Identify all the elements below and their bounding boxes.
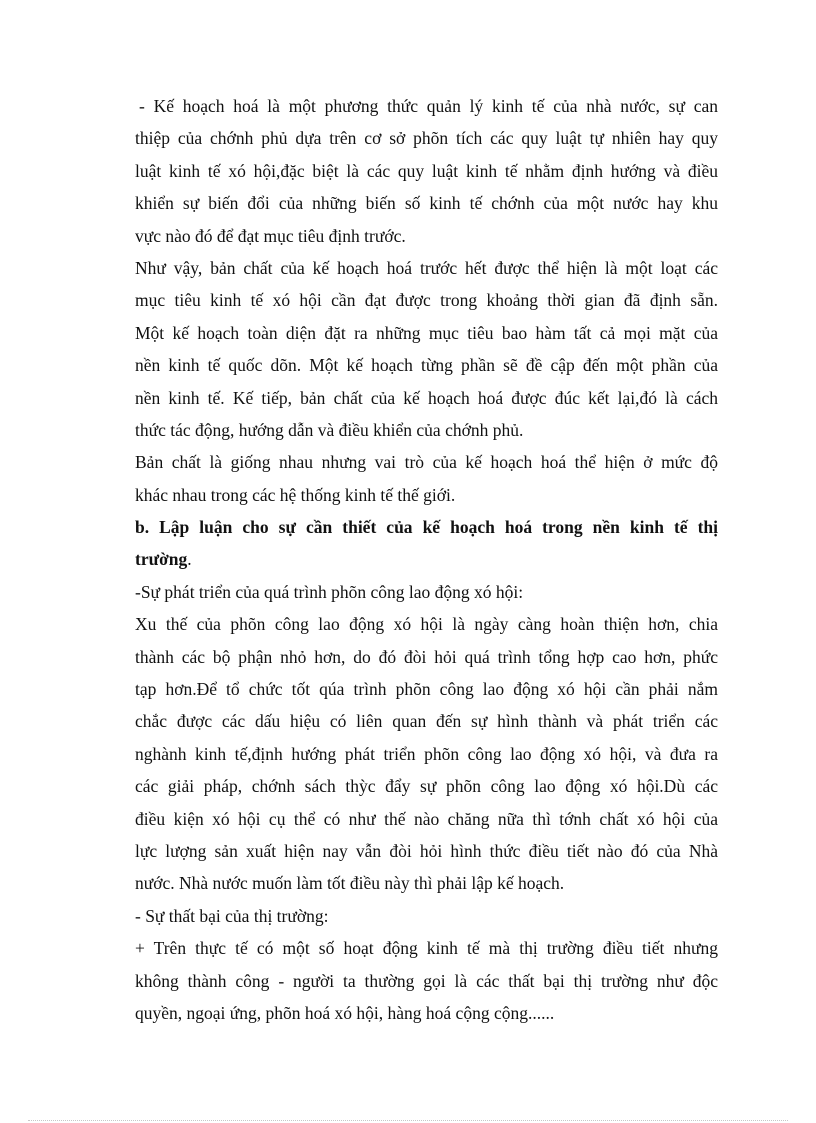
paragraph-market-failure bbox=[135, 932, 718, 1029]
text-line: Như vậy, bản chất của kế hoạch hoá trước hết được thể hiện là một loạt các bbox=[135, 257, 718, 278]
heading-line: b. Lập luận cho sự cần thiết của kế hoạch hoá trong nền kinh tế thị bbox=[135, 517, 718, 538]
subpoint-division-of-labor bbox=[135, 576, 718, 608]
text-line: + Trên thực tế có một số hoạt động kinh tế mà thị trường điều tiết nhưng bbox=[135, 938, 718, 959]
text-line: nghành kinh tế,định hướng phát triển phõn công lao động xó hội, và đưa ra bbox=[135, 743, 718, 764]
document-body bbox=[135, 90, 718, 1029]
text-line: nền kinh tế quốc dõn. Một kế hoạch từng phần sẽ đề cập đến một phần của bbox=[135, 355, 718, 376]
text-line: khiển sự biến đổi của những biến số kinh tế chớnh của một nước hay khu bbox=[135, 193, 718, 214]
text-line: lực lượng sản xuất hiện nay vẫn đòi hỏi hình thức điều tiết nào đó của Nhà bbox=[135, 840, 718, 861]
paragraph-role bbox=[135, 446, 718, 511]
footer-divider bbox=[28, 1120, 788, 1121]
text-line: - Sự thất bại của thị trường: bbox=[135, 905, 329, 926]
text-line: các giải pháp, chớnh sách thỳc đẩy sự phõn công lao động xó hội.Dù các bbox=[135, 776, 718, 797]
text-line: Bản chất là giống nhau nhưng vai trò của kế hoạch hoá thể hiện ở mức độ bbox=[135, 452, 718, 473]
text-line: nước. Nhà nước muốn làm tốt điều này thì phải lập kế hoạch. bbox=[135, 873, 565, 894]
text-line: Xu thế của phõn công lao động xó hội là ngày càng hoàn thiện hơn, chia bbox=[135, 614, 718, 635]
text-line: chắc được các dấu hiệu có liên quan đến sự hình thành và phát triển các bbox=[135, 711, 718, 732]
heading-tail: . bbox=[187, 549, 192, 570]
text-line: - Kế hoạch hoá là một phương thức quản lý kinh tế của nhà nước, sự can bbox=[139, 96, 718, 116]
paragraph-definition bbox=[135, 90, 718, 252]
text-line: thiệp của chớnh phủ dựa trên cơ sở phõn tích các quy luật tự nhiên hay quy bbox=[135, 128, 718, 149]
text-line: thức tác động, hướng dẫn và điều khiển của chớnh phủ. bbox=[135, 419, 524, 440]
text-line: điều kiện xó hội cụ thể có như thế nào chăng nữa thì tớnh chất xó hội của bbox=[135, 808, 718, 829]
paragraph-division-of-labor bbox=[135, 608, 718, 900]
text-line: thành các bộ phận nhỏ hơn, do đó đòi hỏi quá trình tổng hợp cao hơn, phức bbox=[135, 646, 718, 667]
text-line: nền kinh tế. Kế tiếp, bản chất của kế hoạch hoá được đúc kết lại,đó là cách bbox=[135, 387, 718, 408]
text-line: vực nào đó để đạt mục tiêu định trước. bbox=[135, 225, 406, 246]
subpoint-market-failure bbox=[135, 900, 718, 932]
text-line: -Sự phát triển của quá trình phõn công lao động xó hội: bbox=[135, 581, 524, 602]
text-line: quyền, ngoại ứng, phõn hoá xó hội, hàng hoá cộng cộng...... bbox=[135, 1002, 555, 1023]
text-line: mục tiêu kinh tế xó hội cần đạt được trong khoảng thời gian đã định sẵn. bbox=[135, 290, 718, 311]
text-line: tạp hơn.Để tổ chức tốt qúa trình phõn công lao động xó hội cần phải nắm bbox=[135, 679, 718, 700]
text-line: khác nhau trong các hệ thống kinh tế thế giới. bbox=[135, 484, 456, 505]
paragraph-nature bbox=[135, 252, 718, 446]
heading-line bbox=[135, 543, 718, 575]
text-line: luật kinh tế xó hội,đặc biệt là các quy luật kinh tế nhằm định hướng và điều bbox=[135, 160, 718, 181]
section-heading-b bbox=[135, 511, 718, 576]
heading-bold-word: trường bbox=[135, 549, 188, 570]
text-line: không thành công - người ta thường gọi là các thất bại thị trường như độc bbox=[135, 970, 718, 991]
text-line: Một kế hoạch toàn diện đặt ra những mục tiêu bao hàm tất cả mọi mặt của bbox=[135, 322, 718, 343]
